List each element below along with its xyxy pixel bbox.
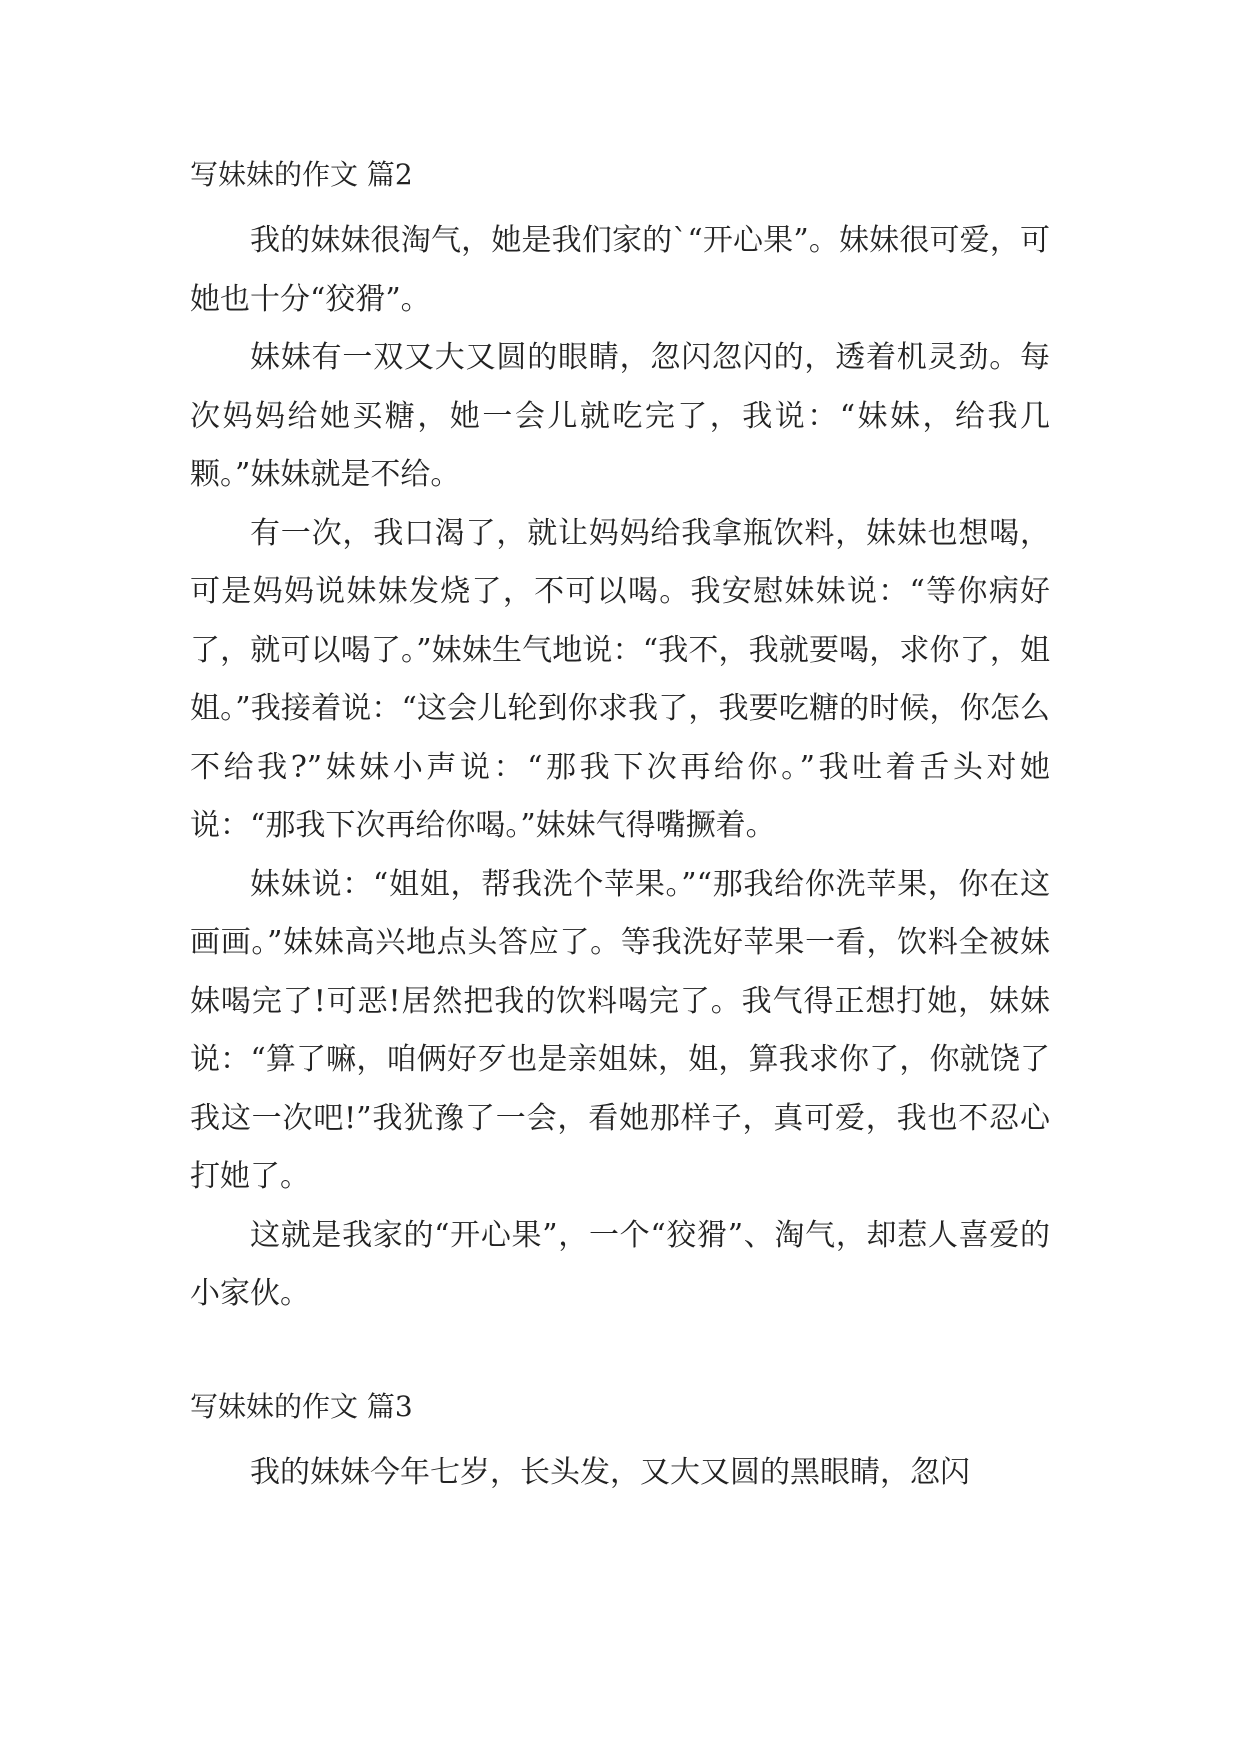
paragraph: 妹妹说：“姐姐，帮我洗个苹果。”“那我给你洗苹果，你在这画画。”妹妹高兴地点头答应了。等我洗好苹果一看，饮料全被妹妹喝完了!可恶!居然把我的饮料喝完了。我气得正想打她，妹妹说：“算了嘛，咱俩好歹也是亲姐妹，姐，算我求你了，你就饶了我这一次吧!”我犹豫了一会，看她那样子，真可爱，我也不忍心打她了。 [190,866,1050,1194]
essay-section-3 [190,1390,1050,1503]
section-title: 写妹妹的作文 篇3 [190,1389,413,1423]
paragraph: 我的妹妹今年七岁，长头发，又大又圆的黑眼睛，忽闪 [250,1454,970,1490]
paragraph: 有一次，我口渴了，就让妈妈给我拿瓶饮料，妹妹也想喝，可是妈妈说妹妹发烧了，不可以喝。我安慰妹妹说：“等你病好了，就可以喝了。”妹妹生气地说：“我不，我就要喝，求你了，姐姐。”我接着说：“这会儿轮到你求我了，我要吃糖的时候，你怎么不给我?”妹妹小声说：“那我下次再给你。”我吐着舌头对她说：“那我下次再给你喝。”妹妹气得嘴撅着。 [190,515,1050,843]
document-body [190,158,1050,1502]
section-spacer [190,1324,1050,1390]
section-title: 写妹妹的作文 篇2 [190,158,413,191]
paragraph: 这就是我家的“开心果”，一个“狡猾”、淘气，却惹人喜爱的小家伙。 [190,1217,1050,1311]
paragraph: 妹妹有一双又大又圆的眼睛，忽闪忽闪的，透着机灵劲。每次妈妈给她买糖，她一会儿就吃完了，我说：“妹妹，给我几颗。”妹妹就是不给。 [190,340,1050,492]
essay-section-2 [190,158,1050,1324]
paragraph: 我的妹妹很淘气，她是我们家的`“开心果”。妹妹很可爱，可她也十分“狡猾”。 [190,223,1050,317]
